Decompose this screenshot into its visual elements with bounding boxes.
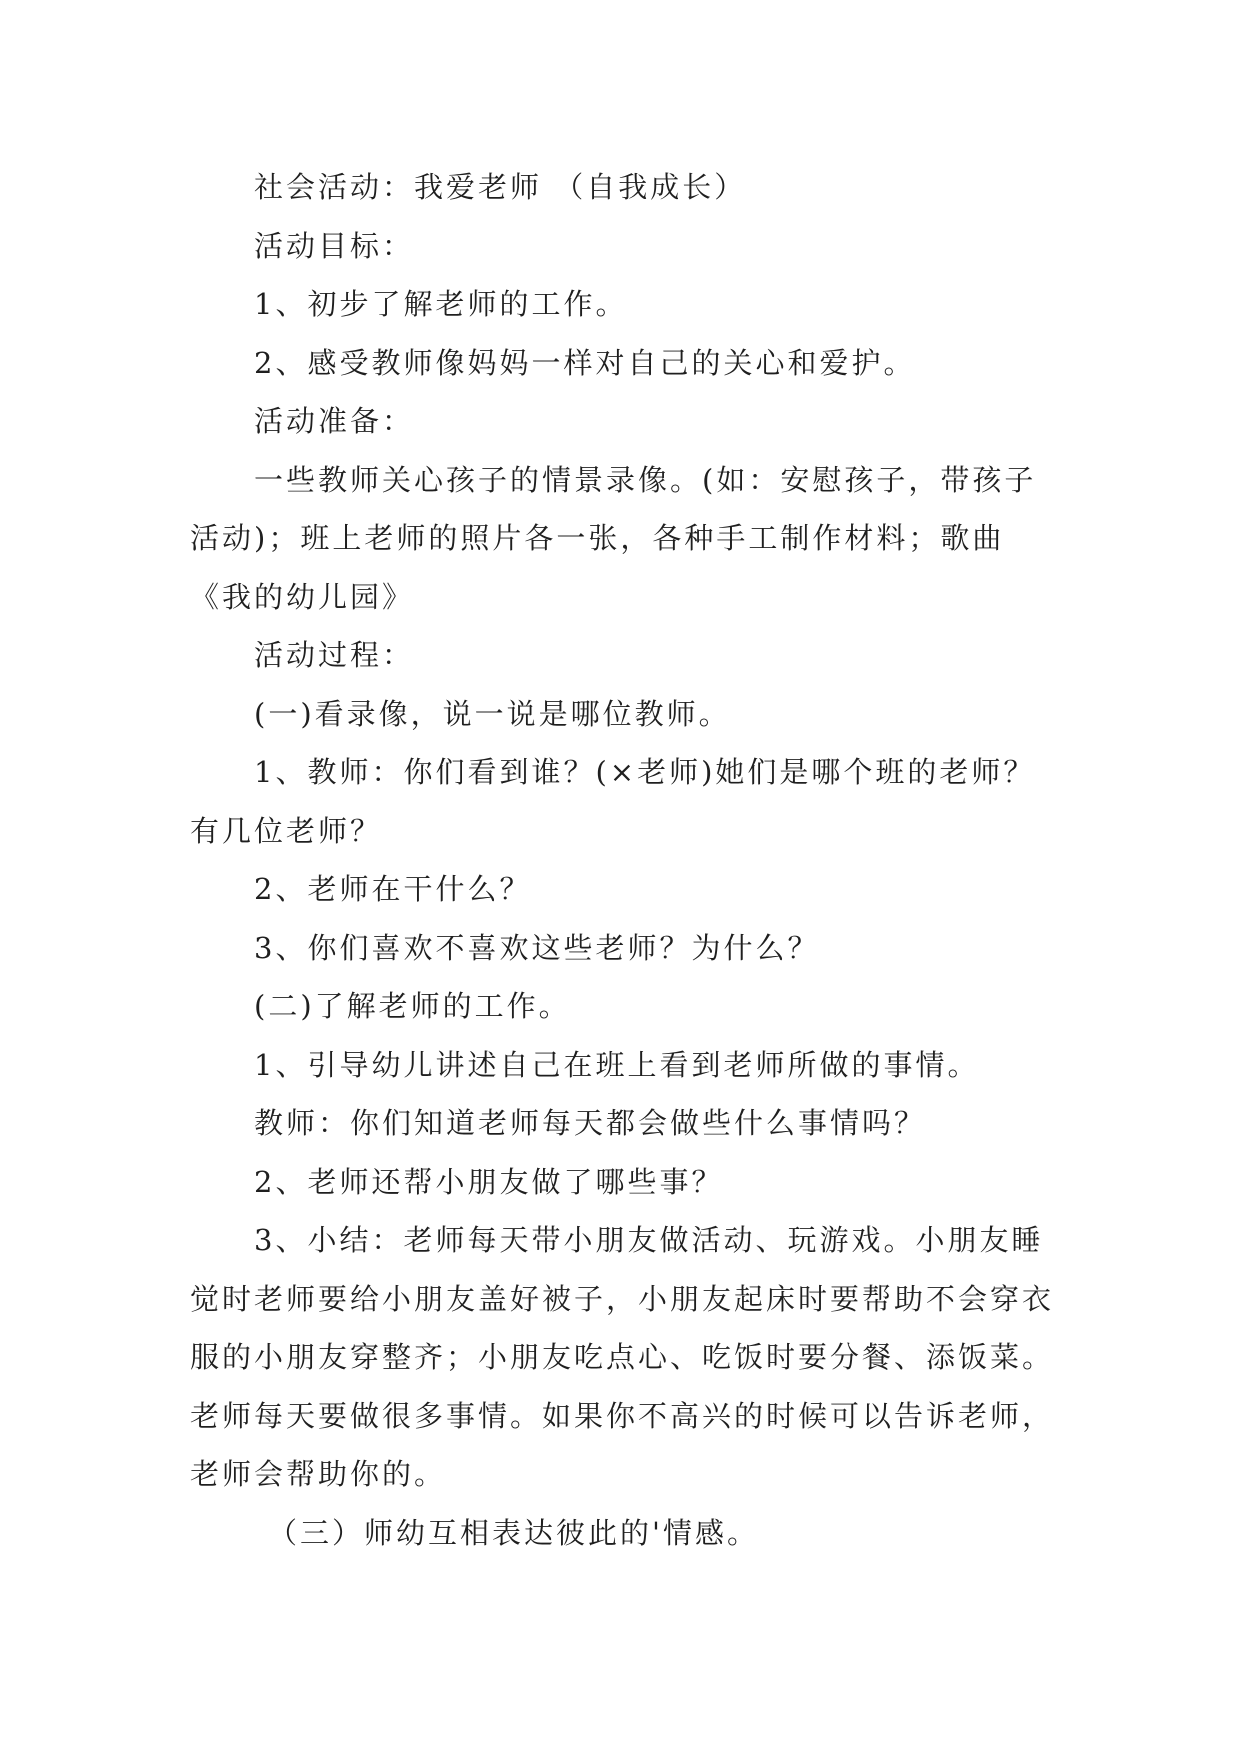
- goal-item-2: 2、感受教师像妈妈一样对自己的关心和爱护。: [254, 345, 916, 380]
- section-heading-preparation: 活动准备：: [254, 404, 415, 438]
- process-step-2-item-1: 1、引导幼儿讲述自己在班上看到老师所做的事情。: [254, 1047, 980, 1082]
- process-step-3-heading: （三）师幼互相表达彼此的'情感。: [268, 1515, 759, 1550]
- goal-item-1: 1、初步了解老师的工作。: [254, 287, 628, 321]
- process-step-2-summary: 3、小结：老师每天带小朋友做活动、玩游戏。小朋友睡觉时老师要给小朋友盖好被子，小朋友起床时要帮助不会穿衣服的小朋友穿整齐；小朋友吃点心、吃饭时要分餐、添饭菜。老师每天要做很多事情。如果你不高兴的时候可以告诉老师，老师会帮助你的。: [190, 1223, 1055, 1491]
- section-heading-goals: 活动目标：: [254, 228, 415, 263]
- process-step-1-heading: (一)看录像，说一说是哪位教师。: [254, 696, 731, 731]
- process-step-2-item-2: 2、老师还帮小朋友做了哪些事？: [254, 1164, 724, 1199]
- process-step-1-item-3: 3、你们喜欢不喜欢这些老师？为什么？: [254, 930, 820, 965]
- process-step-2-heading: (二)了解老师的工作。: [254, 989, 571, 1023]
- process-step-1-item-1: 1、教师：你们看到谁？(×老师)她们是哪个班的老师？有几位老师？: [190, 755, 1036, 848]
- document-body: [190, 158, 1055, 1562]
- document-title: 社会活动：我爱老师 （自我成长）: [254, 170, 747, 204]
- preparation-text: 一些教师关心孩子的情景录像。(如：安慰孩子，带孩子活动)；班上老师的照片各一张，各种手工制作材料；歌曲《我的幼儿园》: [190, 462, 1037, 614]
- process-step-2-teacher-question: 教师：你们知道老师每天都会做些什么事情吗？: [254, 1106, 927, 1140]
- section-heading-process: 活动过程：: [254, 638, 415, 672]
- process-step-1-item-2: 2、老师在干什么？: [254, 872, 532, 906]
